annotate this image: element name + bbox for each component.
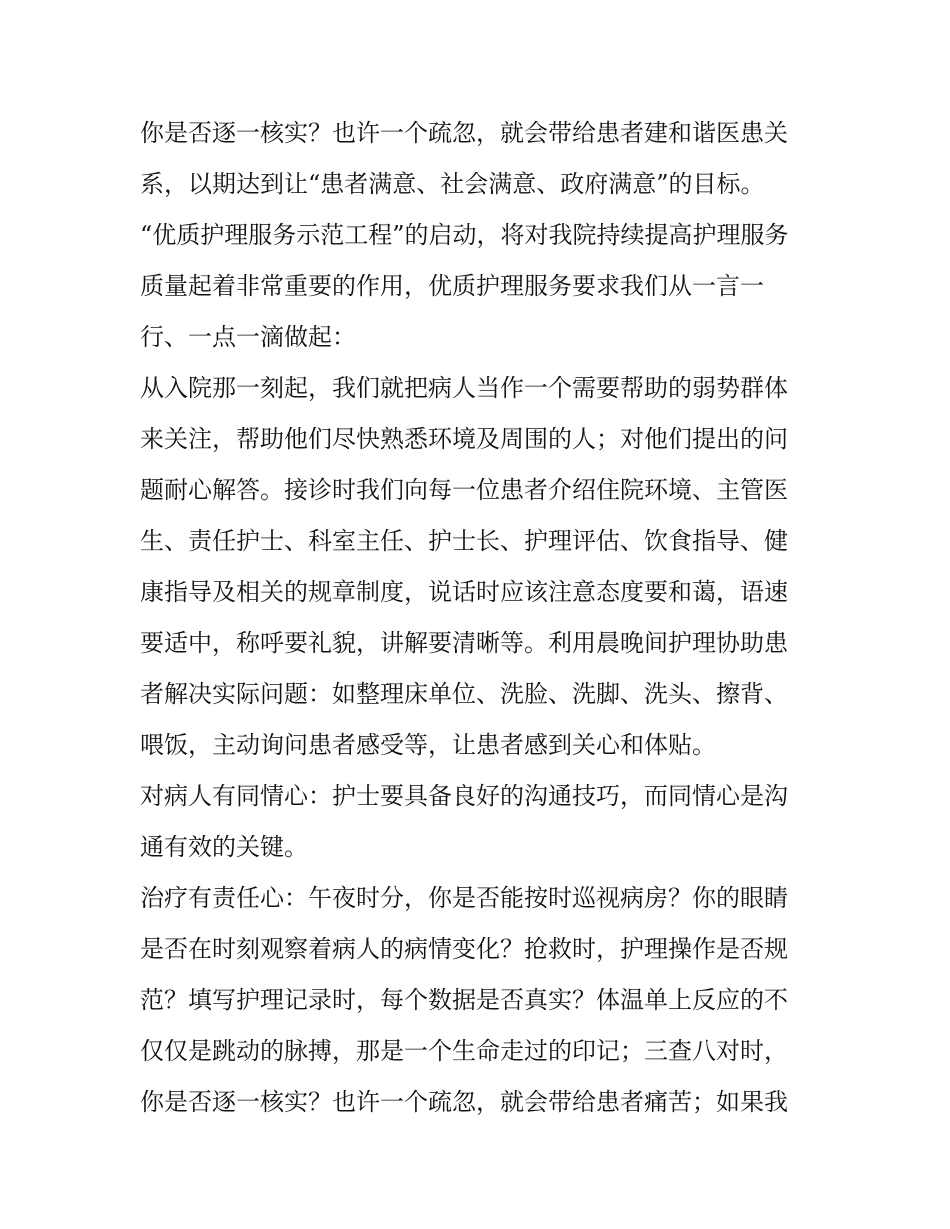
text-line: 来关注，帮助他们尽快熟悉环境及周围的人；对他们提出的问	[140, 425, 788, 453]
text-line: 你是否逐一核实？也许一个疏忽，就会带给患者建和谐医患关	[140, 119, 788, 147]
text-line: 生、责任护士、科室主任、护士长、护理评估、饮食指导、健	[140, 527, 788, 555]
text-line: 范？填写护理记录时，每个数据是否真实？体温单上反应的不	[140, 986, 788, 1014]
text-line: “优质护理服务示范工程”的启动，将对我院持续提高护理服务	[140, 221, 789, 249]
text-line: 要适中，称呼要礼貌，讲解要清晰等。利用晨晚间护理协助患	[140, 629, 788, 657]
text-line: 质量起着非常重要的作用，优质护理服务要求我们从一言一	[140, 272, 764, 300]
text-line: 题耐心解答。接诊时我们向每一位患者介绍住院环境、主管医	[140, 476, 788, 504]
text-line: 行、一点一滴做起：	[140, 323, 356, 351]
document-page	[140, 108, 812, 1128]
text-line: 你是否逐一核实？也许一个疏忽，就会带给患者痛苦；如果我	[140, 1088, 788, 1116]
text-line: 对病人有同情心：护士要具备良好的沟通技巧，而同情心是沟	[140, 782, 788, 810]
text-line: 通有效的关键。	[140, 833, 308, 861]
text-line: 喂饭，主动询问患者感受等，让患者感到关心和体贴。	[140, 731, 716, 759]
text-line: 者解决实际问题：如整理床单位、洗脸、洗脚、洗头、擦背、	[140, 680, 788, 708]
text-line: 康指导及相关的规章制度，说话时应该注意态度要和蔼，语速	[140, 578, 788, 606]
text-line: 从入院那一刻起，我们就把病人当作一个需要帮助的弱势群体	[140, 374, 788, 402]
text-line: 治疗有责任心：午夜时分，你是否能按时巡视病房？你的眼睛	[140, 884, 788, 912]
text-line: 是否在时刻观察着病人的病情变化？抢救时，护理操作是否规	[140, 935, 788, 963]
text-line: 系，以期达到让“患者满意、社会满意、政府满意”的目标。	[140, 170, 765, 198]
text-line: 仅仅是跳动的脉搏，那是一个生命走过的印记；三查八对时，	[140, 1037, 788, 1065]
